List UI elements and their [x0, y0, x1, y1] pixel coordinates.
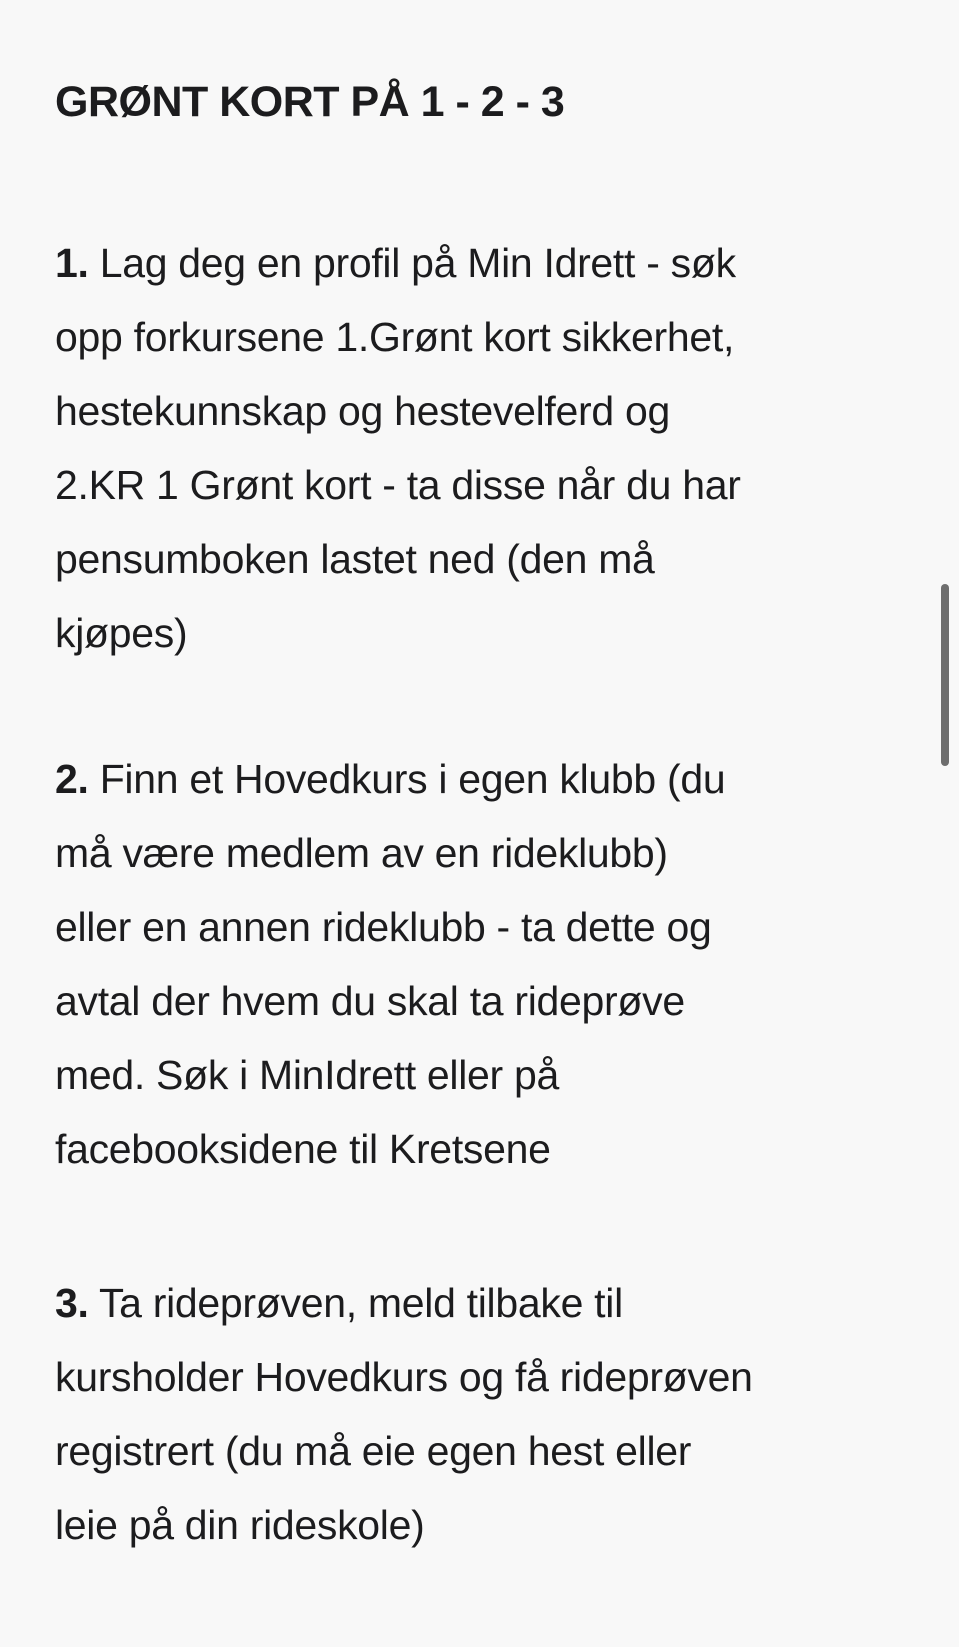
step-3-line: registrert (du må eie egen hest eller	[55, 1428, 692, 1474]
step-1-line: opp forkursene 1.Grønt kort sikkerhet,	[55, 314, 735, 360]
step-1-line: Lag deg en profil på Min Idrett - søk	[99, 240, 736, 286]
step-2-line: avtal der hvem du skal ta rideprøve	[55, 978, 685, 1024]
step-1-line: 2.KR 1 Grønt kort - ta disse når du har	[55, 462, 741, 508]
step-2-line: Finn et Hovedkurs i egen klubb (du	[99, 756, 726, 802]
step-2-line: facebooksidene til Kretsene	[55, 1126, 551, 1172]
step-3-line: kursholder Hovedkurs og få rideprøven	[55, 1354, 753, 1400]
step-2-line: må være medlem av en rideklubb)	[55, 830, 668, 876]
step-2-line: med. Søk i MinIdrett eller på	[55, 1052, 559, 1098]
vertical-scrollbar[interactable]	[941, 584, 949, 766]
step-1-line: kjøpes)	[55, 610, 188, 656]
step-3-line: leie på din rideskole)	[55, 1502, 425, 1548]
step-1-line: hestekunnskap og hestevelferd og	[55, 388, 670, 434]
step-2-paragraph	[55, 742, 915, 1186]
post-title: GRØNT KORT PÅ 1 - 2 - 3	[55, 78, 565, 126]
step-2-number: 2.	[55, 756, 89, 802]
step-1-line: pensumboken lastet ned (den må	[55, 536, 655, 582]
step-3-line: Ta rideprøven, meld tilbake til	[98, 1280, 623, 1326]
post-content	[55, 72, 915, 1562]
step-3-number: 3.	[55, 1280, 89, 1326]
step-1-number: 1.	[55, 240, 89, 286]
step-2-line: eller en annen rideklubb - ta dette og	[55, 904, 712, 950]
step-1-paragraph	[55, 226, 915, 670]
step-3-paragraph	[55, 1266, 915, 1562]
